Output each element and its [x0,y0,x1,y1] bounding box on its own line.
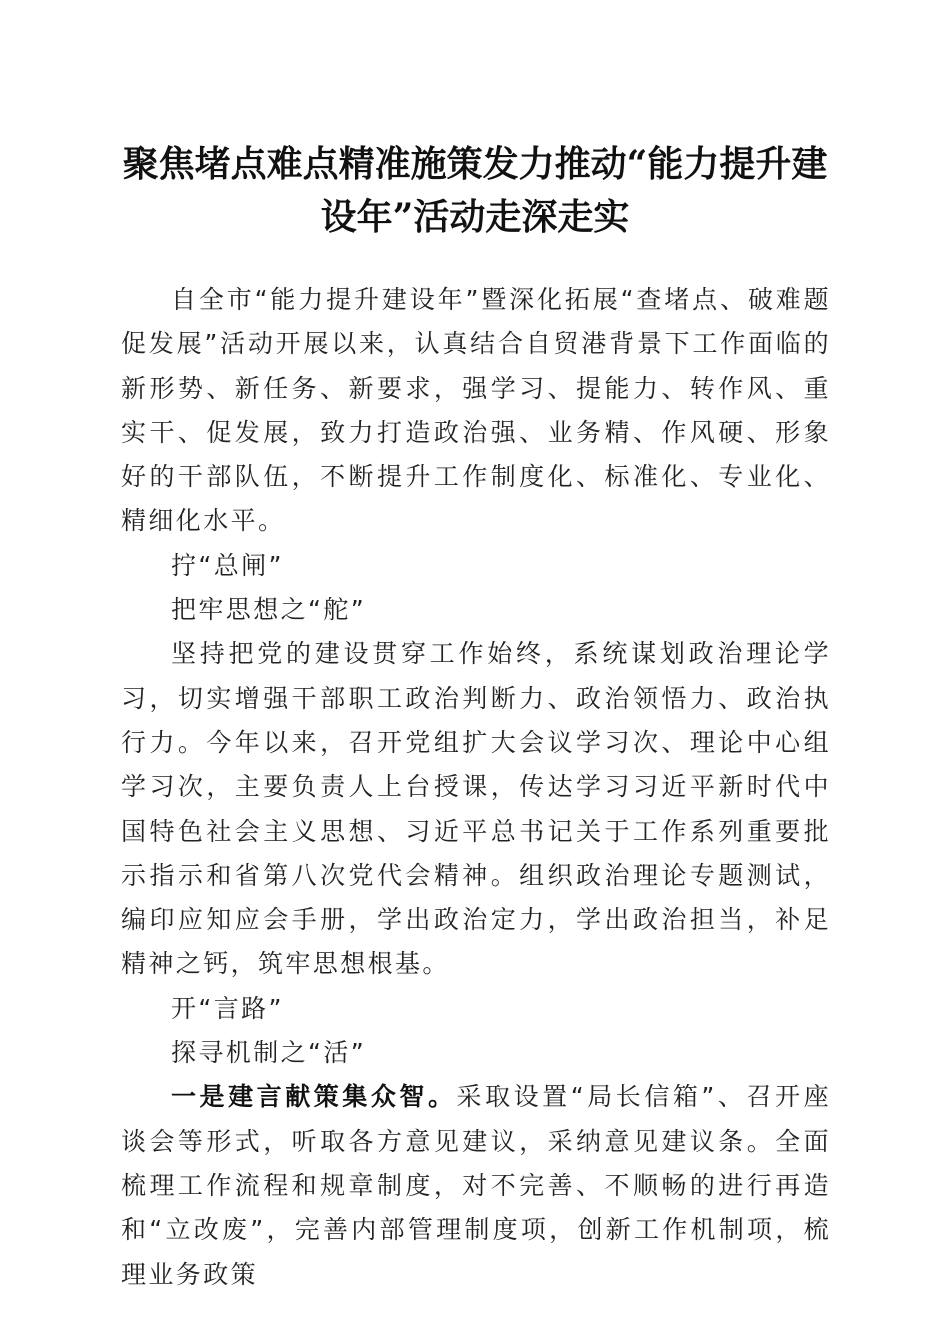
paragraph-suggestions [121,1075,831,1296]
paragraph-party-building: 坚持把党的建设贯穿工作始终，系统谋划政治理论学习，切实增强干部职工政治判断力、政治领悟力、政治执行力。今年以来，召开党组扩大会议学习次、理论中心组学习次，主要负责人上台授课，传达学习习近平新时代中国特色社会主义思想、习近平总书记关于工作系列重要批示指示和省第八次党代会精神。组织政治理论专题测试，编印应知应会手册，学出政治定力，学出政治担当，补足精神之钙，筑牢思想根基。 [121,639,831,979]
document-body [121,278,831,1297]
title-line-1: 聚焦堵点难点精准施策发力推动“能力提升建 [122,143,828,185]
document-title [100,138,850,244]
paragraph-suggestions-text: 采取设置“局长信箱”、召开座谈会等形式，听取各方意见建议，采纳意见建议条。全面梳理工作流程和规章制度，对不完善、不顺畅的进行再造和“立改废”，完善内部管理制度项，创新工作机制项，梳理业务政策 [121,1082,831,1289]
section-subheading-2: 探寻机制之“活” [171,1038,367,1068]
section-subheading-1: 把牢思想之“舵” [171,595,367,625]
section-heading-1: 拧“总闸” [171,550,284,580]
paragraph-lead-text: 一是建言献策集众智。 [171,1082,457,1112]
paragraph-intro: 自全市“能力提升建设年”暨深化拓展“查堵点、破难题促发展”活动开展以来，认真结合自贸港背景下工作面临的新形势、新任务、新要求，强学习、提能力、转作风、重实干、促发展，致力打造政治强、业务精、作风硬、形象好的干部队伍，不断提升工作制度化、标准化、专业化、精细化水平。 [121,285,831,536]
title-line-2: 设年”活动走深走实 [320,196,630,238]
section-heading-2: 开“言路” [171,993,284,1023]
